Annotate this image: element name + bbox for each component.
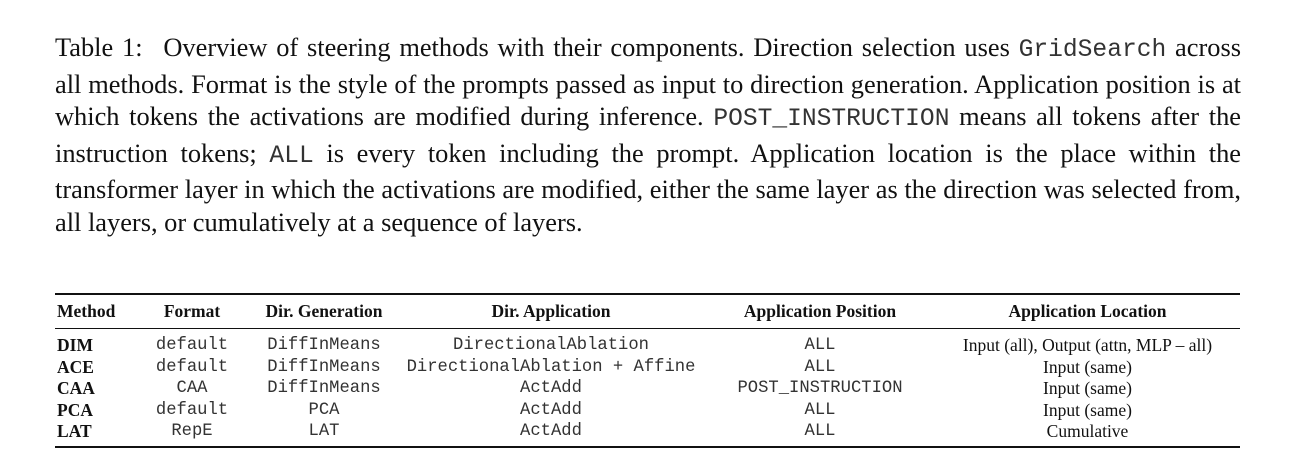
cell-format: RepE <box>171 422 213 442</box>
cell-method: CAA <box>57 378 95 399</box>
table-row <box>55 400 1240 422</box>
cell-format: default <box>155 400 229 420</box>
table-row <box>55 378 1240 400</box>
cell-dir-generation: DiffInMeans <box>267 379 381 399</box>
table-row <box>55 329 1240 357</box>
cell-dir-generation: DiffInMeans <box>267 357 381 377</box>
cell-dir-application: DirectionalAblation <box>453 336 649 356</box>
table-row <box>55 357 1240 379</box>
cell-application-location: Input (same) <box>1043 356 1132 377</box>
caption-sentence-3b: is every token including the prompt. Application location is the place within the transformer layer in which the activations are modified, either the same layer as the direction was selected from, all layers, or cumulatively at a sequence of layers. <box>55 137 1242 237</box>
caption-code-post-instruction: POST_INSTRUCTION <box>713 106 950 134</box>
header-method: Method <box>57 301 116 321</box>
caption-label: Table 1: <box>55 32 143 62</box>
cell-method: DIM <box>57 335 93 356</box>
header-format: Format <box>163 301 221 321</box>
steering-methods-table <box>55 293 1240 448</box>
header-dir-application: Dir. Application <box>491 301 611 321</box>
cell-application-location: Input (same) <box>1043 399 1132 420</box>
cell-dir-application: DirectionalAblation + Affine <box>406 357 696 377</box>
cell-application-location: Input (all), Output (attn, MLP – all) <box>962 335 1213 356</box>
caption-code-gridsearch: GridSearch <box>1018 37 1167 64</box>
cell-application-position: ALL <box>804 400 836 420</box>
header-dir-generation: Dir. Generation <box>265 301 383 321</box>
cell-method: PCA <box>57 399 93 420</box>
header-application-position: Application Position <box>743 301 897 321</box>
cell-application-position: ALL <box>804 422 836 442</box>
cell-dir-application: ActAdd <box>520 400 582 420</box>
cell-dir-generation: LAT <box>308 422 340 442</box>
caption-sentence-1: Overview of steering methods with their components. <box>163 32 745 62</box>
caption-sentence-2b: across all methods. Format is the style of the prompts passed as input to direction generation. Application position is at which tokens the activations are modified during inference. <box>55 32 1241 132</box>
cell-format: default <box>155 336 229 356</box>
cell-application-location: Cumulative <box>1046 421 1129 442</box>
cell-dir-application: ActAdd <box>520 422 582 442</box>
cell-format: default <box>155 357 229 377</box>
cell-format: CAA <box>176 379 208 399</box>
table-caption <box>55 31 1241 239</box>
cell-dir-application: ActAdd <box>520 379 582 399</box>
cell-dir-generation: PCA <box>308 400 340 420</box>
table-header-row <box>55 294 1240 329</box>
cell-method: LAT <box>57 421 92 442</box>
cell-method: ACE <box>57 356 94 377</box>
caption-sentence-2a: Direction selection uses <box>753 32 1010 62</box>
cell-application-location: Input (same) <box>1043 378 1132 399</box>
caption-sentence-3a: means all tokens after the instruction tokens; <box>55 101 1241 168</box>
cell-application-position: ALL <box>804 357 836 377</box>
cell-dir-generation: DiffInMeans <box>267 336 381 356</box>
cell-application-position: POST_INSTRUCTION <box>737 379 903 399</box>
header-application-location: Application Location <box>1008 301 1167 321</box>
table-row <box>55 421 1240 447</box>
cell-application-position: ALL <box>804 336 836 356</box>
caption-code-all: ALL <box>269 142 314 170</box>
